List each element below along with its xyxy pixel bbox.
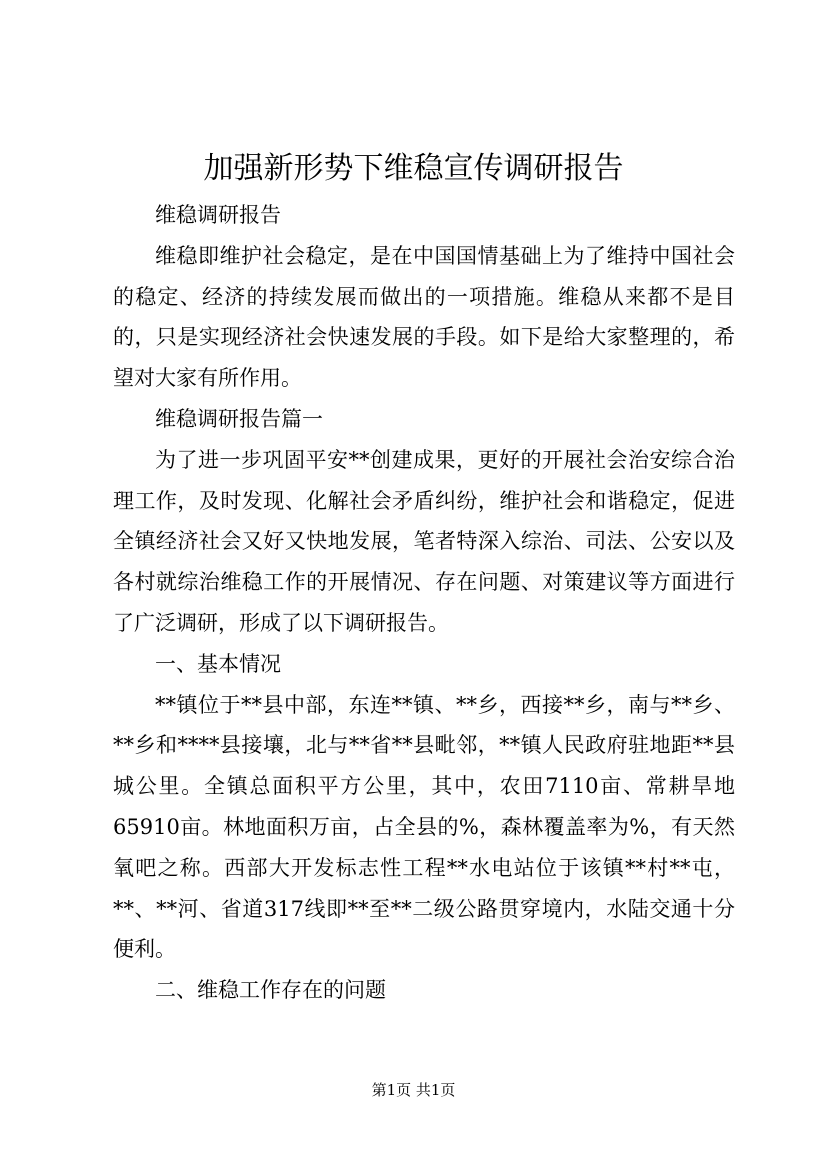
heading-problems: 二、维稳工作存在的问题 bbox=[155, 978, 386, 1003]
paragraph-section-heading: 维稳调研报告篇一 bbox=[155, 406, 323, 431]
document-title: 加强新形势下维稳宣传调研报告 bbox=[203, 151, 624, 186]
heading-basic-situation: 一、基本情况 bbox=[155, 651, 281, 676]
paragraph-intro: 维稳即维护社会稳定，是在中国国情基础上为了维持中国社会的稳定、经济的持续发展而做出的一项措施。维稳从来都不是目的，只是实现经济社会快速发展的手段。如下是给大家整理的，希望对大家有所作用。 bbox=[113, 243, 735, 391]
paragraph-subtitle: 维稳调研报告 bbox=[155, 203, 281, 227]
document-body bbox=[113, 195, 735, 1011]
paragraph-purpose: 为了进一步巩固平安**创建成果，更好的开展社会治安综合治理工作，及时发现、化解社会矛盾纠纷，维护社会和谐稳定，促进全镇经济社会又好又快地发展，笔者特深入综治、司法、公安以及各村就综治维稳工作的开展情况、存在问题、对策建议等方面进行了广泛调研，形成了以下调研报告。 bbox=[113, 447, 735, 635]
paragraph-basic-situation: **镇位于**县中部，东连**镇、**乡，西接**乡，南与**乡、**乡和****县接壤，北与**省**县毗邻，**镇人民政府驻地距**县城公里。全镇总面积平方公里，其中，农田7110亩、常耕旱地65910亩。林地面积万亩，占全县的%，森林覆盖率为%，有天然氧吧之称。西部大开发标志性工程**水电站位于该镇**村**屯，**、**河、省道317线即**至**二级公路贯穿境内，水陆交通十分便利。 bbox=[113, 692, 735, 962]
page-footer: 第1页 共1页 bbox=[371, 1081, 456, 1099]
